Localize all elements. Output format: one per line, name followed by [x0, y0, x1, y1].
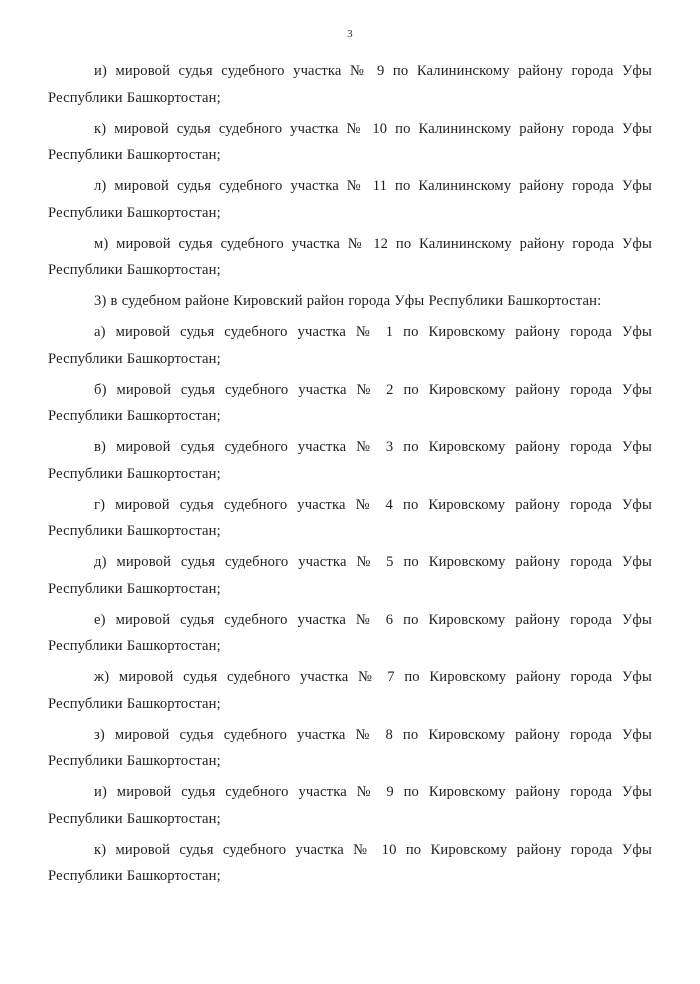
- paragraph: ж) мировой судья судебного участка № 7 по Кировскому району города Уфы Республики Башкортостан;: [48, 669, 652, 712]
- paragraph: и) мировой судья судебного участка № 9 по Калининскому району города Уфы Республики Башкортостан;: [48, 63, 652, 106]
- paragraph: в) мировой судья судебного участка № 3 по Кировскому району города Уфы Республики Башкортостан;: [48, 439, 652, 482]
- page-number: 3: [347, 28, 353, 40]
- paragraph: к) мировой судья судебного участка № 10 по Калининскому району города Уфы Республики Башкортостан;: [48, 120, 652, 163]
- paragraph: д) мировой судья судебного участка № 5 по Кировскому району города Уфы Республики Башкортостан;: [48, 554, 652, 597]
- paragraph: л) мировой судья судебного участка № 11 по Калининскому району города Уфы Республики Башкортостан;: [48, 178, 652, 221]
- paragraph: а) мировой судья судебного участка № 1 по Кировскому району города Уфы Республики Башкортостан;: [48, 324, 652, 367]
- paragraph: 3) в судебном районе Кировский район города Уфы Республики Башкортостан:: [94, 293, 602, 309]
- paragraph: к) мировой судья судебного участка № 10 по Кировскому району города Уфы Республики Башкортостан;: [48, 841, 652, 884]
- paragraph: м) мировой судья судебного участка № 12 по Калининскому району города Уфы Республики Башкортостан;: [48, 235, 652, 278]
- document-body: [48, 58, 652, 890]
- paragraph: з) мировой судья судебного участка № 8 по Кировскому району города Уфы Республики Башкортостан;: [48, 726, 652, 769]
- paragraph: г) мировой судья судебного участка № 4 по Кировскому району города Уфы Республики Башкортостан;: [48, 496, 652, 539]
- paragraph: и) мировой судья судебного участка № 9 по Кировскому району города Уфы Республики Башкортостан;: [48, 784, 652, 827]
- paragraph: б) мировой судья судебного участка № 2 по Кировскому району города Уфы Республики Башкортостан;: [48, 381, 652, 424]
- paragraph: е) мировой судья судебного участка № 6 по Кировскому району города Уфы Республики Башкортостан;: [48, 611, 652, 654]
